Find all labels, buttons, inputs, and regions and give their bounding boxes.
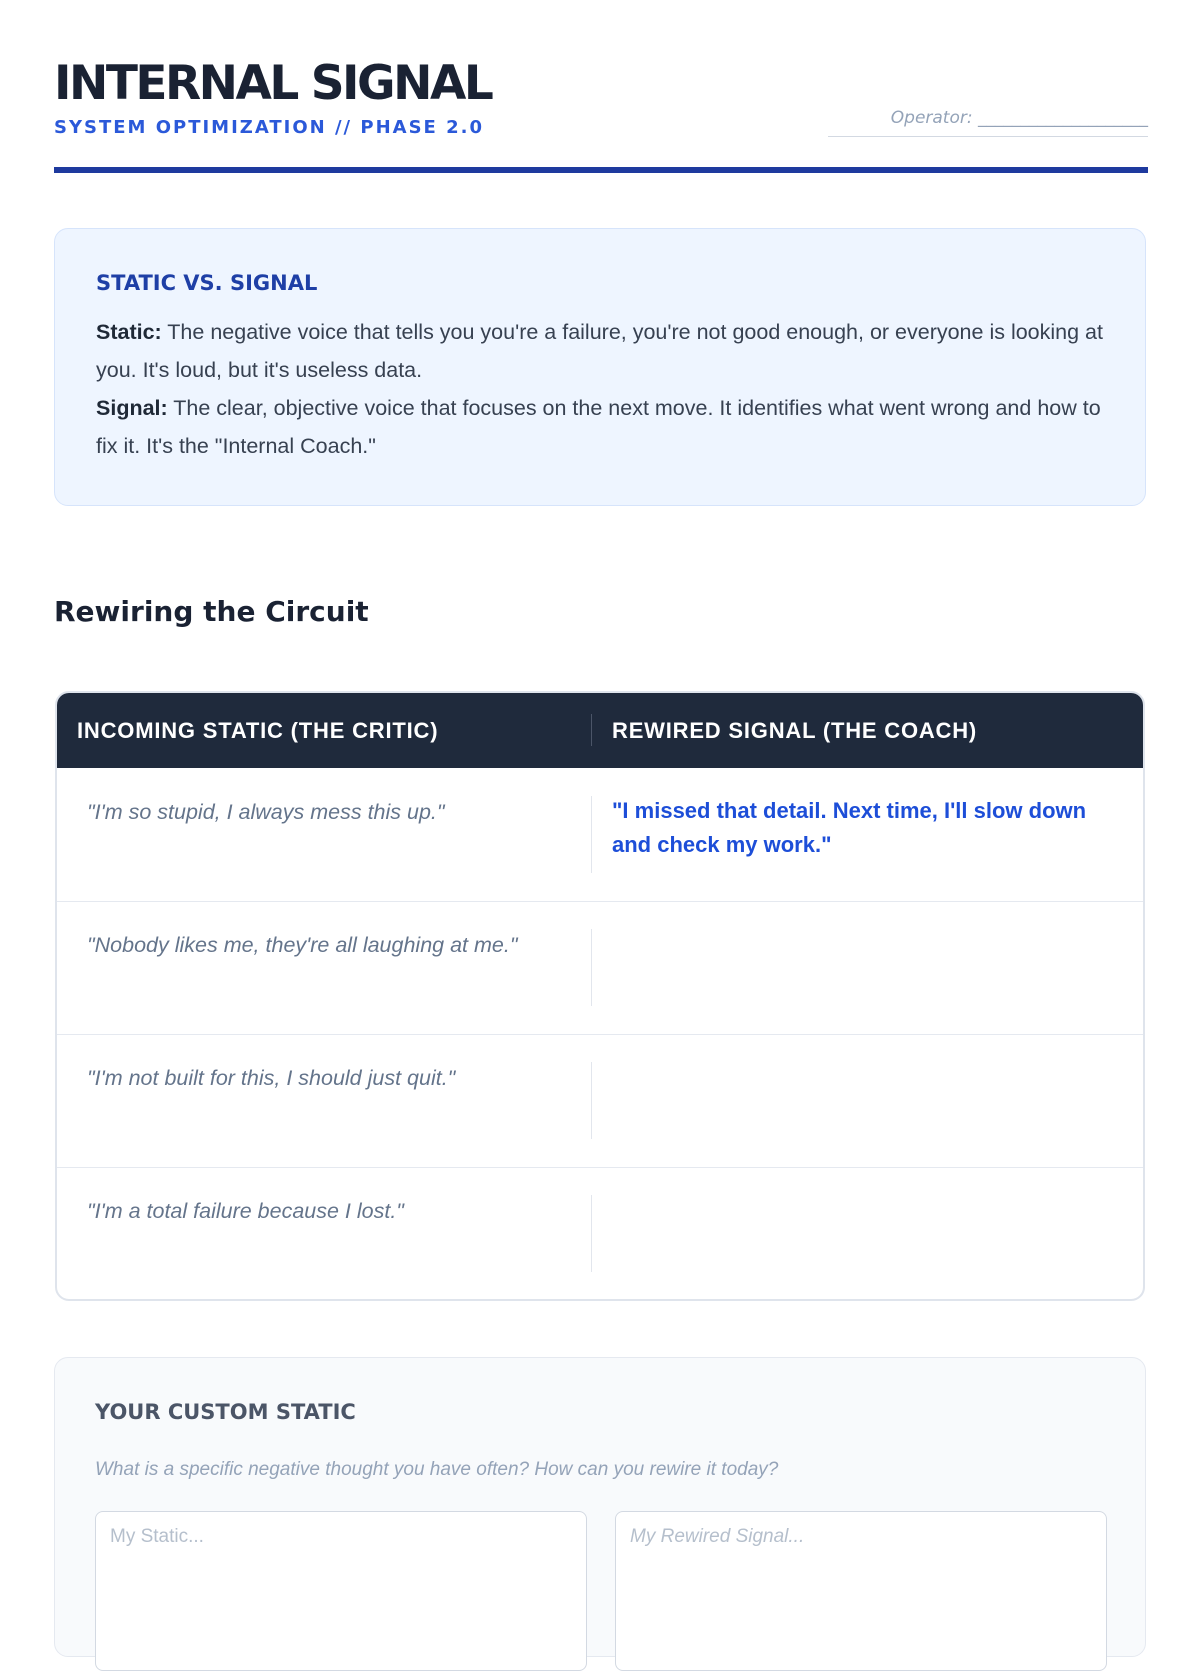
my-static-input[interactable] xyxy=(95,1511,587,1671)
operator-field[interactable]: Operator: ____________________ xyxy=(828,106,1148,137)
signal-term: Signal: xyxy=(96,396,168,420)
static-text: The negative voice that tells you you're a failure, you're not good enough, or everyone is looking at you. It's loud, but it's useless data. xyxy=(96,320,1103,382)
rewire-table xyxy=(55,691,1145,1301)
column-divider xyxy=(591,1195,592,1272)
signal-cell[interactable]: "I missed that detail. Next time, I'll slow down and check my work." xyxy=(612,798,1087,857)
static-cell: "I'm not built for this, I should just quit." xyxy=(87,1066,456,1090)
column-divider xyxy=(591,714,592,746)
static-cell: "I'm a total failure because I lost." xyxy=(87,1199,404,1223)
signal-text: The clear, objective voice that focuses on the next move. It identifies what went wrong and how to fix it. It's the "Internal Coach." xyxy=(96,396,1101,458)
table-row xyxy=(57,901,1143,1035)
page-title: INTERNAL SIGNAL xyxy=(54,56,492,111)
page-header xyxy=(54,56,1148,174)
static-cell: "I'm so stupid, I always mess this up." xyxy=(87,800,445,824)
table-row xyxy=(57,768,1143,902)
table-row xyxy=(57,1034,1143,1168)
signal-definition xyxy=(96,389,1105,465)
info-box xyxy=(54,228,1146,506)
page-subtitle: SYSTEM OPTIMIZATION // PHASE 2.0 xyxy=(54,117,485,138)
static-term: Static: xyxy=(96,320,162,344)
table-header xyxy=(57,693,1143,768)
info-heading: STATIC VS. SIGNAL xyxy=(96,271,318,295)
header-divider xyxy=(54,167,1148,173)
static-cell: "Nobody likes me, they're all laughing at me." xyxy=(87,933,518,957)
section-heading: Rewiring the Circuit xyxy=(54,595,369,628)
column-divider xyxy=(591,796,592,873)
table-row xyxy=(57,1167,1143,1300)
static-definition xyxy=(96,313,1105,389)
custom-static-box xyxy=(54,1357,1146,1657)
column-header-static: INCOMING STATIC (THE CRITIC) xyxy=(77,718,439,743)
custom-heading: YOUR CUSTOM STATIC xyxy=(95,1400,356,1424)
my-signal-input[interactable] xyxy=(615,1511,1107,1671)
column-header-signal: REWIRED SIGNAL (THE COACH) xyxy=(612,718,978,743)
custom-prompt: What is a specific negative thought you have often? How can you rewire it today? xyxy=(95,1459,779,1480)
column-divider xyxy=(591,929,592,1006)
column-divider xyxy=(591,1062,592,1139)
